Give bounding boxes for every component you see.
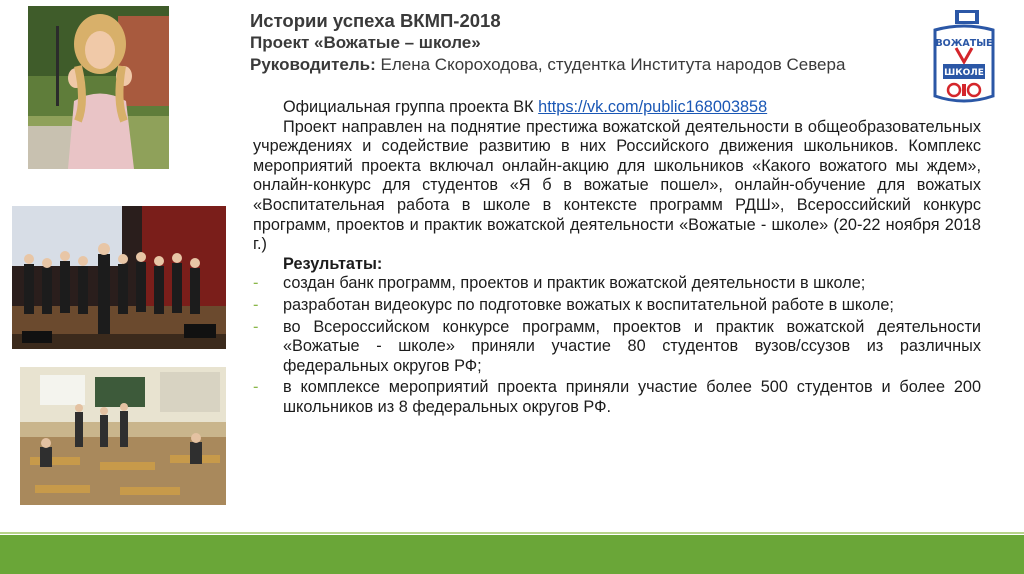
logo-text-bottom: ШКОЛЕ [944, 68, 984, 78]
leader-label: Руководитель: [250, 55, 376, 74]
slide-header [250, 10, 930, 76]
result-item [253, 296, 981, 316]
project-description: Проект направлен на поднятие престижа вожатской деятельности в общеобразовательных учреждениях и содействие развитию в них Российского движения школьников. Комплекс мероприятий проекта включал онлайн-акцию для школьников «Какого вожатого мы ждем», онлайн-конкурс для студентов «Я б в вожатые пошел», онлайн-обучение для вожатых «Воспитательная работа в школе в контексте программ РДШ», Всероссийский конкурс программ, проектов и практик вожатской деятельности «Вожатые - школе» (20-22 ноября 2018 г.) [253, 117, 981, 254]
photo-leader [28, 6, 169, 169]
vk-link[interactable]: https://vk.com/public168003858 [538, 98, 768, 116]
slide-body [253, 98, 981, 420]
footer-divider [0, 532, 1024, 534]
results-title: Результаты: [283, 254, 383, 273]
photo-classroom [20, 367, 226, 505]
result-text: создан банк программ, проектов и практик вожатской деятельности в школе; [283, 274, 866, 293]
slide-title: Истории успеха ВКМП-2018 [250, 10, 501, 31]
result-text: во Всероссийском конкурсе программ, проектов и практик вожатской деятельности «Вожатые - школе» приняли участие 80 студентов вузов/ссузов из различных федеральных округов РФ; [283, 317, 981, 375]
project-logo [931, 8, 997, 106]
leader-name: Елена Скороходова, студентка Института народов Севера [375, 55, 846, 74]
photo-stage-event [12, 206, 226, 349]
bullet-dash: - [253, 295, 259, 314]
result-item [253, 274, 981, 294]
result-item [253, 378, 981, 417]
result-text: разработан видеокурс по подготовке вожатых к воспитательной работе в школе; [283, 295, 894, 314]
result-item [253, 318, 981, 377]
vk-prefix: Официальная группа проекта ВК [283, 98, 539, 116]
bullet-dash: - [253, 378, 259, 397]
logo-text-top: ВОЖАТЫЕ [935, 38, 993, 49]
result-text: в комплексе мероприятий проекта приняли участие более 500 студентов и более 200 школьников из 8 федеральных округов РФ. [283, 378, 981, 416]
vk-group-line [253, 98, 981, 118]
leader-line [250, 54, 930, 76]
footer-bar [0, 535, 1024, 574]
project-name: Проект «Вожатые – школе» [250, 33, 481, 52]
bullet-dash: - [253, 317, 259, 336]
bullet-dash: - [253, 274, 259, 293]
